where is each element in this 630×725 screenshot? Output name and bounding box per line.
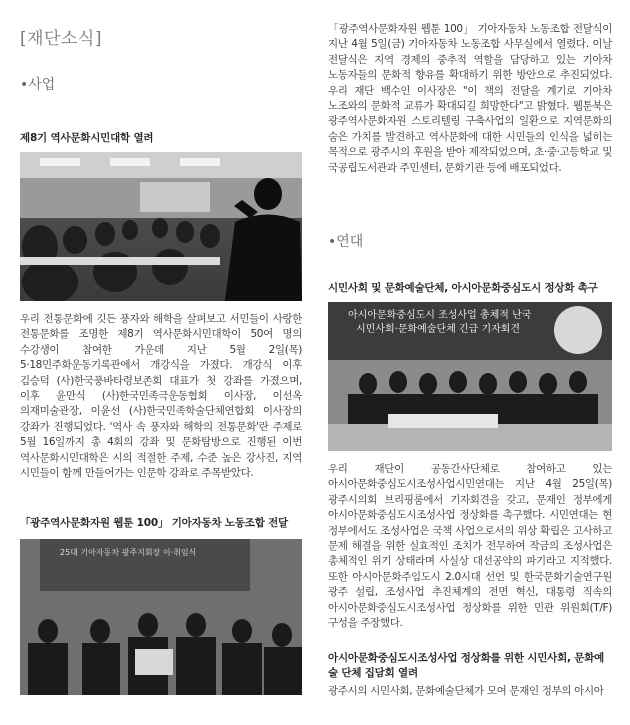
article4-title: 아시아문화중심도시조성사업 정상화를 위한 시민사회, 문화예술 단체 집담회 열려: [328, 652, 605, 679]
article3-title: 시민사회 및 문화예술단체, 아시아문화중심도시 정상화 촉구: [328, 282, 598, 294]
article3-body: 우리 재단이 공동간사단체로 참여하고 있는 아시아문화중심도시조성사업시민연대는 지난 4월 25일(목) 광주시의회 브리핑룸에서 기자회견을 갖고, 문재인 정부에게 아시아문화중심도시조성사업 정상화를 촉구했다. 시민연대는 현 정부에서도 조성사업은 국책 사업으로서의 위상 확립은 고사하고 문제 해결을 위한 실효적인 조치가 전무하여 작금의 조성사업은 총체적인 위기 상태라며 사실상 대선공약의 파기라고 지적했다. 또한 아시아문화주임도시 2.0시대 선언 및 한국문화기술연구원 광주 설립, 조성사업 추진체계의 전면 혁신, 대통령 직속의 아시아문화중심도시조성사업 정상화를 위한 민관 위원회(T/F) 구성을 주장했다.: [328, 463, 612, 630]
lecture-photo: [20, 152, 302, 301]
banner-caption: 25대 기아자동차 광주지회장 이·취임식: [60, 548, 197, 557]
section-header: [재단소식]: [20, 29, 102, 49]
press-conference-photo: [328, 302, 612, 451]
article1-body: 우리 전통문화에 깃든 풍자와 해학을 살펴보고 서민들이 사랑한 전통문화를 조명한 제8기 역사문화시민대학이 50여 명의 수강생이 참여한 가운데 지난 5월 2일(목) 5·18민주화운동기록관에서 개강식을 가졌다. 개강식 이후 김승덕 (사)한국풍바타령보존회 대표가 첫 강좌를 가졌으며, 이후 윤만식 (사)한국민족극운동협회 이사장, 이선옥 의재미술관장, 이윤선 (사)한국민족학술단체연합회 이사장의 강좌가 진행되었다. '역사 속 풍자와 해학의 전통문화'란 주제로 5월 16일까지 총 4회의 강좌 및 문화탐방으로 진행된 이번 역사문화시민대학은 시의 적절한 주제, 수준 높은 강사진, 지역 시민들이 함께 만들어가는 인문학 강좌로 주목받았다.: [20, 313, 302, 480]
article2-title: 「광주역사문화자원 웹툰 100」 기아자동차 노동조합 전달: [20, 517, 288, 529]
article2-continued-body: 「광주역사문화자원 웹툰 100」 기아자동차 노동조합 전달식이 지난 4월 5일(금) 기아자동차 노동조합 사무실에서 열렸다. 이날 전달식은 지역 경제의 중추적 역할을 담당하고 있는 기아차 노동자들의 문화적 향유를 확대하기 위한 방안으로 추진되었다. 우리 재단 백수인 이사장은 "이 책의 전달을 계기로 기아차 노조와의 문화적 교류가 확대되길 희망한다"고 밝혔다. 웹툰북은 광주역사문화자원 스토리텔링 구축사업의 일환으로 지역문화의 숨은 가치를 발견하고 역사문화에 대한 시민들의 인식을 넓히는 목적으로 광주시의 후원을 받아 제작되었으며, 초·중·고등학교 및 국공립도서관과 주민센터, 문화기관 등에 배포되었다.: [328, 23, 612, 174]
banner-line2: 시민사회·문화예술단체 긴급 기자회견: [356, 324, 521, 335]
banner-line1: 아시아문화중심도시 조성사업 총체적 난국: [348, 310, 532, 321]
article4-body: 광주시의 시민사회, 문화예술단체가 모여 문재인 정부의 아시아: [328, 685, 604, 697]
category-business: •사업: [20, 77, 56, 93]
category-solidarity: •연대: [328, 234, 364, 250]
article1-title: 제8기 역사문화시민대학 열려: [20, 132, 154, 144]
book-delivery-photo: [20, 539, 302, 695]
